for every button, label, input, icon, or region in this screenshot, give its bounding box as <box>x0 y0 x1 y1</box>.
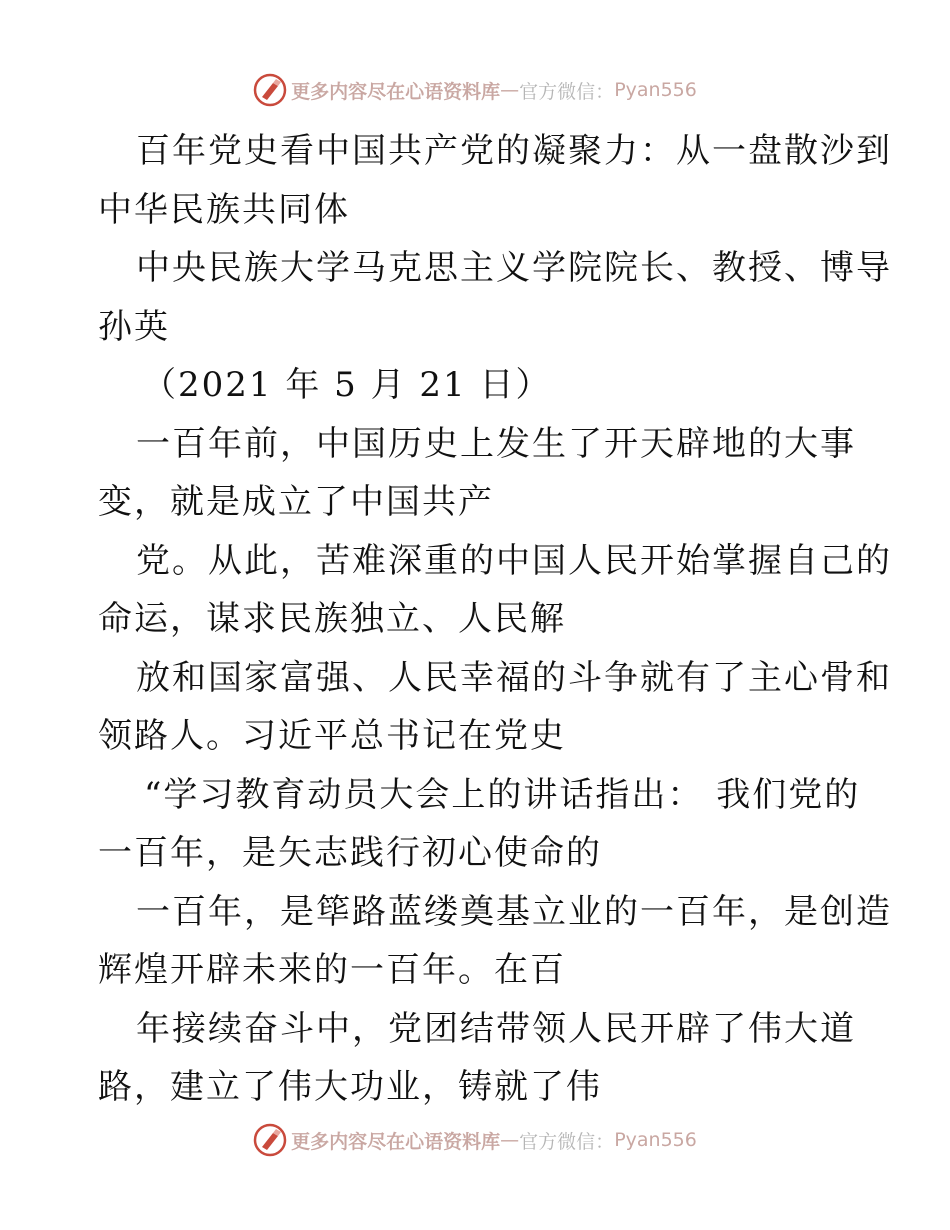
watermark-sub-text: 官方微信： <box>519 80 615 103</box>
text-line: 一百年前，中国历史上发生了开天辟地的大事 <box>136 423 856 464</box>
text-line: 命运，谋求民族独立、人民解 <box>98 599 566 639</box>
header-watermark <box>0 70 950 110</box>
text-line: 党。从此，苦难深重的中国人民开始掌握自己的 <box>136 540 892 581</box>
logo-icon <box>253 73 287 107</box>
text-line: 年接续奋斗中，党团结带领人民开辟了伟大道 <box>136 1008 856 1049</box>
text-line: “学习教育动员大会上的讲话指出： 我们党的 <box>144 774 861 815</box>
text-line: 一百年，是筚路蓝缕奠基立业的一百年，是创造 <box>136 891 892 932</box>
footer-watermark <box>0 1120 950 1160</box>
watermark-main-text: 更多内容尽在心语资料库 <box>291 80 501 103</box>
document-body <box>98 122 892 1117</box>
watermark-main-text: 更多内容尽在心语资料库 <box>291 1130 501 1153</box>
watermark-dash: — <box>500 79 520 101</box>
watermark-sub-text: 官方微信： <box>519 1130 615 1153</box>
watermark-wechat-id: Pyan556 <box>614 79 697 101</box>
title-line-1: 百年党史看中国共产党的凝聚力：从一盘散沙到 <box>136 131 892 171</box>
author-name: 孙英 <box>98 306 170 347</box>
title-line-2: 中华民族共同体 <box>98 189 350 230</box>
text-line: 放和国家富强、人民幸福的斗争就有了主心骨和 <box>136 657 892 698</box>
author-affiliation: 中央民族大学马克思主义学院院长、教授、博导 <box>136 248 892 288</box>
logo-icon <box>253 1123 287 1157</box>
watermark-dash: — <box>500 1129 520 1151</box>
text-line: 变，就是成立了中国共产 <box>98 482 494 522</box>
date-line: （2021 年 5 月 21 日） <box>142 365 552 405</box>
text-line: 辉煌开辟未来的一百年。在百 <box>98 950 566 990</box>
text-line: 领路人。习近平总书记在党史 <box>98 716 566 756</box>
watermark-wechat-id: Pyan556 <box>614 1129 697 1151</box>
text-line: 路，建立了伟大功业，铸就了伟 <box>98 1067 602 1107</box>
text-line: 一百年，是矢志践行初心使命的 <box>98 833 602 873</box>
